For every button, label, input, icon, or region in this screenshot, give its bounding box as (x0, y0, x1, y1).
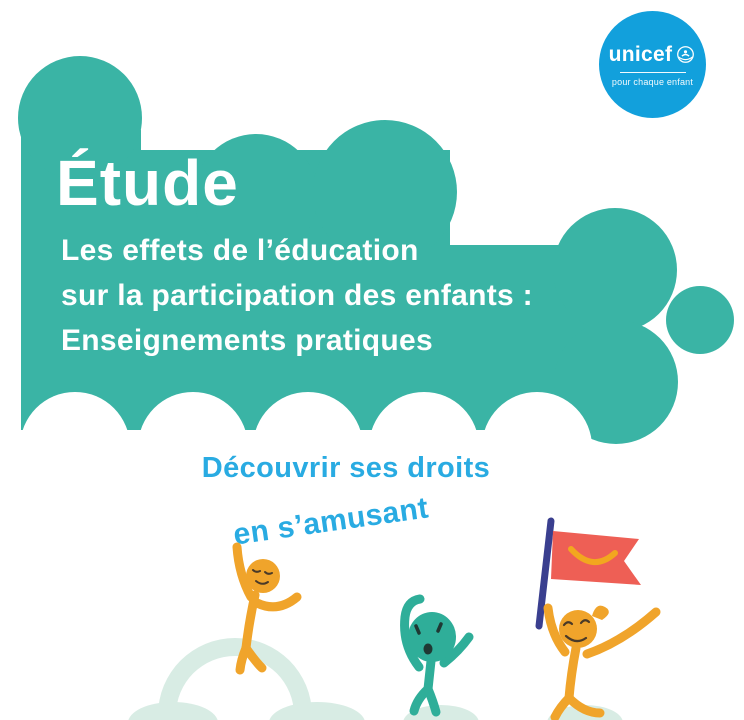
unicef-globe-icon (675, 44, 696, 65)
cloud-bump-right (553, 208, 677, 332)
flag-icon (551, 531, 641, 585)
laurel-arc (679, 57, 693, 60)
headline-line-1: Découvrir ses droits (201, 452, 491, 484)
page-title: Étude (56, 147, 239, 219)
figure-arms (682, 55, 689, 57)
flag-bearer-hair-tuft (592, 606, 609, 620)
hill-mound-2 (269, 702, 365, 720)
unicef-wordmark: unicef (608, 42, 673, 66)
character-flag-bearer (539, 521, 656, 717)
character-curious (405, 599, 469, 712)
subtitle-line-1: Les effets de l’éducation (61, 234, 419, 267)
subtitle-line-2: sur la participation des enfants : (61, 279, 533, 312)
unicef-logo-row (609, 43, 697, 67)
cheering-head (246, 559, 280, 593)
flag-bearer-torso (569, 648, 576, 698)
cloud-bottom-scallops (20, 392, 592, 456)
logo-divider (620, 72, 686, 73)
cheering-torso (246, 595, 255, 648)
flag-bearer-head (559, 610, 597, 648)
unicef-logo (599, 11, 706, 118)
flag-bearer-arm-raised (587, 612, 656, 654)
curious-head (408, 612, 456, 662)
children-illustration (0, 515, 744, 720)
headline-line-2: en s’amusant (231, 491, 431, 552)
cloud-bump-far-right (666, 286, 734, 354)
page-subtitle (61, 228, 533, 363)
cheering-arm-side (257, 597, 297, 607)
figure-head (684, 50, 687, 53)
hill-mounds (128, 702, 623, 720)
curious-mouth (424, 644, 433, 655)
unicef-tagline: pour chaque enfant (611, 76, 694, 87)
subtitle-line-3: Enseignements pratiques (61, 324, 433, 357)
